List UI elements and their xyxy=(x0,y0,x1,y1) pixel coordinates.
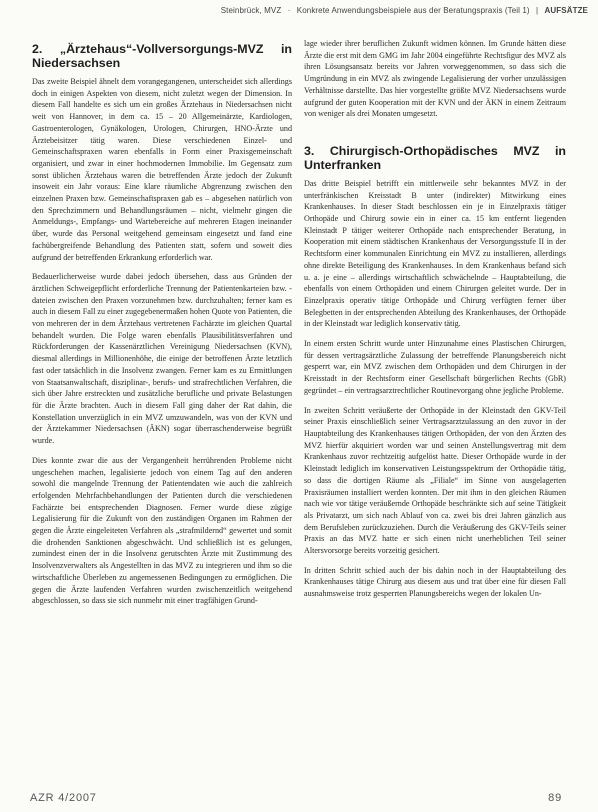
page-number: 89 xyxy=(548,792,562,804)
paragraph: Dies konnte zwar die aus der Vergangenheit herrührenden Probleme nicht ungeschehen machen, legalisierte jedoch von einem Tag auf den anderen sowohl die mangelnde Trennung der Patientendaten wie auch die zahlreich erfolgenden Mehrfachbehandlungen der Patienten durch die verschiedenen Fachärzte bei entsprechenden Diagnosen. Ferner wurde diese zügige Legalisierung für die Zukunft von den zuständigen Organen im Rahmen der gegen die Ärzte eingeleiteten Verfahren als „strafmildernd“ gewertet und somit die drohenden Sanktionen abgeschwächt. Und schließlich ist es gelungen, zumindest einen der in die Insolvenz gerutschten Ärzte mit Zustimmung des Insolvenzverwalters als Angestellten in das MVZ zu integrieren und ihm so die wirtschaftliche Überleben zu angemessenen Bedingungen zu ermöglichen. Die gegen die Ärzte laufenden Verfahren wurden zwischenzeitlich weitgehend abgeschlossen, so dass sie sich nunmehr mit einer tragfähigen Grund- xyxy=(32,455,292,606)
running-head-divider: | xyxy=(536,6,539,15)
paragraph: In einem ersten Schritt wurde unter Hinzunahme eines Plastischen Chirurgen, für dessen vertragsärztliche Zulassung der betreffende Planungsbereich nicht gesperrt war, ein MVZ zwischen dem Orthopäden und dem Chirurgen in der Kreisstadt in der Rechtsform einer Gesellschaft bürgerlichen Rechts (GbR) gegründet – ein vertragsarztrechtlicher Routinevorgang ohne jegliche Probleme. xyxy=(304,339,566,395)
section-3-heading: 3. Chirurgisch-Orthopädisches MVZ in Unterfranken xyxy=(304,143,566,172)
running-head-separator: · xyxy=(287,6,291,15)
running-head xyxy=(0,6,588,15)
paragraph: In zweiten Schritt veräußerte der Orthopäde in der Kleinstadt den GKV-Teil seiner Praxis einschließlich seiner Vertragsarztzulassung an den zuvor in der Hauptabteilung des Krankenhauses tätigen Orthopäden, der von den Ärzten des MVZ hierfür akquiriert worden war und seinen Anstellungsvertrag mit dem Krankenhaus zuvor rechtzeitig aufgelöst hatte. Dieser Orthopäde wurde in der Kleinstadt lediglich im konservativen Leistungsspektrum der Orthopädie tätig, so dass die dortigen Räume als „Filiale“ im Sinne von ausgelagerten Praxisräumen installiert werden konnten. Der mit ihm in den gleichen Räumen nach wie vor tätige veräußernde Orthopäde beschränkte sich auf seine Tätigkeit als Privatarzt, um sich nach Ablauf von ca. zwei bis drei Jahren gänzlich aus dem Berufsleben zurückzuziehen. Durch die Veräußerung des GKV-Teils seiner Praxis an das MVZ hatte er sich einen nicht unerheblichen Teil seiner Altersvorsorge bereits vorzeitig gesichert. xyxy=(304,405,566,556)
journal-issue: AZR 4/2007 xyxy=(30,792,97,804)
running-head-section: AUFSÄTZE xyxy=(544,6,588,15)
running-head-authors: Steinbrück, MVZ xyxy=(220,6,282,15)
paragraph: Bedauerlicherweise wurde dabei jedoch übersehen, dass aus Gründen der ärztlichen Schweigepflicht erforderliche Trennung der Patientenkarteien bzw. -dateien zwischen den Praxen vorzunehmen bzw. durchzuhalten; ferner kam es auch in diesem Fall zu einer zugegebenermaßen hohen Quote von Patienten, die von mehreren der in dem Ärztehaus vertretenen Fachärzte im gleichen Quartal behandelt wurden. Die Folge waren ebenfalls Plausibilitätsverfahren und Rückforderungen der Kassenärztlichen Vereinigung Niedersachsen (KVN), diesmal allerdings in Millionenhöhe, die einige der betroffenen Ärzte letztlich fast oder tatsächlich in die Insolvenz zwangen. Ferner kam es zu Ermittlungen von Staatsanwaltschaft, disziplinar-, berufs- und strafrechtlichen Verfahren, die sich über Jahre erstreckten und zusätzliche berufliche und private Belastungen für die Ärzte brachten. Auch in diesem Fall ging daher der Rat dahin, die Konstellation unverzüglich in ein MVZ umzuwandeln, was von der KVN und der Ärztekammer Niedersachsen (ÄKN) sogar überraschenderweise begrüßt wurde. xyxy=(32,272,292,446)
left-column xyxy=(32,42,292,607)
paragraph: In dritten Schritt schied auch der bis dahin noch in der Hauptabteilung des Krankenhauses tätige Chirurg aus diesem aus und trat über eine für diesen Fall ausnahmsweise trotz gesperrten Planungsbereichs wegen der lokalen Un- xyxy=(304,565,566,599)
right-column xyxy=(304,38,566,600)
running-head-title: Konkrete Anwendungsbeispiele aus der Beratungspraxis (Teil 1) xyxy=(296,6,530,15)
paragraph: Das dritte Beispiel betrifft ein mittlerweile sehr bekanntes MVZ in der unterfränkischen Kreisstadt B unter (indirekter) Mitwirkung eines Krankenhauses. In dieser Stadt beschlossen ein je in Einzelpraxis tätiger Orthopäde und Chirurg sowie ein in einer ca. 15 km entfernt liegenden Kleinstadt P tätiger weiterer Orthopäde nach entsprechender Beratung, in Kooperation mit einem städtischen Krankenhaus der Versorgungsstufe II in der Rechtsform einer kommunalen Einrichtung ein MVZ zu installieren, allerdings ohne direkte Beteiligung des Krankenhauses. In dem Krankenhaus befand sich u. a. je eine – allerdings wirtschaftlich schwächelnde – Hauptabteilung, die ebenfalls von einem Orthopäden und einem Chirurgen geleitet wurde. Der in Einzelpraxis operativ tätige Orthopäde und Chirurg verfügten ferner über Belegbetten in der entsprechenden Abteilung des Krankenhauses, der Orthopäde in der Kleinstadt war lediglich konservativ tätig. xyxy=(304,178,566,329)
paragraph: lage wieder ihrer beruflichen Zukunft widmen können. Im Grunde hätten diese Ärzte die erst mit dem GMG im Jahr 2004 eingeführte Rechtsfigur des MVZ als ihren Lösungsansatz bereits vor Jahren vorweggenommen, so dass sich die Umgründung in ein MVZ als zwingende Legalisierung der vorher unzulässigen Verhältnisse darstellte. Das hier vorgestellte größte MVZ Niedersachsens wurde aufgrund der guten Kooperation mit der KVN und der ÄKN in einem Zeitraum von weniger als drei Monaten umgesetzt. xyxy=(304,39,566,119)
section-2-heading: 2. „Ärztehaus“-Vollversorgungs-MVZ in Niedersachsen xyxy=(32,42,292,70)
paragraph: Das zweite Beispiel ähnelt dem vorangegangenen, unterscheidet sich allerdings doch in einigen Aspekten von diesem, nicht zuletzt wegen der Dimension. In diesem Fall handelte es sich um ein großes Ärztehaus in Niedersachsen nicht weit von Hannover, in dem ca. 15 – 20 Allgemeinärzte, Kardiologen, Gastroenterologen, Gynäkologen, Urologen, Chirurgen, HNO-Ärzte und Ärztebeisitzer tätig waren. Diese verschiedenen Einzel- und Gemeinschaftspraxen waren ebenfalls in Form einer Praxisgemeinschaft organisiert, und zwar in einer hochmodernen Immobilie. Im Gegensatz zum sonst üblichen Ärztehaus waren die betreffenden Ärzte jedoch der Zukunft insoweit ein Jahr voraus: Eine klare räumliche Abgrenzung zwischen den einzelnen Praxen bzw. Gemeinschaftspraxen gab es – abgesehen natürlich von den Sprechzimmern und Behandlungsräumen – nicht, vielmehr gingen die Anmeldungs-, Empfangs- und Wartebereiche auf mehreren Etagen ineinander über, wurde das Personal weitgehend gemeinsam eingesetzt und fand eine fachübergreifende Behandlung des Patienten statt, sofern und soweit dies aufgrund der betreffenden Erkrankung erforderlich war. xyxy=(32,77,292,262)
